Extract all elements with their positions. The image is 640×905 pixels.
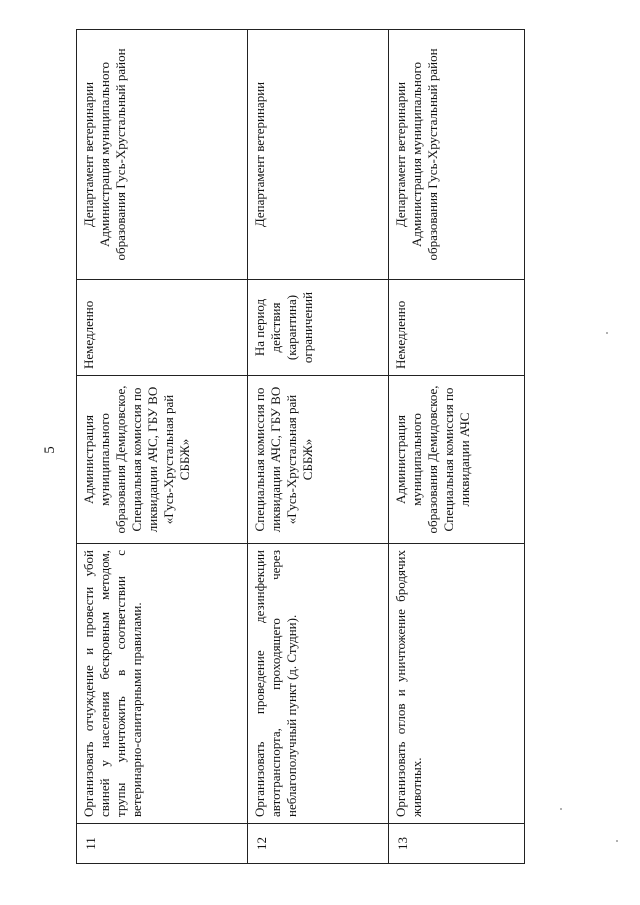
row-number: 13 (389, 824, 525, 864)
executor-cell: Администрация муниципального образования Демидовское, Специальная комиссия по ликвидации АЧС, ГБУ ВО «Гусь-Хрустальная рай СББЖ» (77, 376, 248, 544)
executor-cell: Администрация муниципального образования Демидовское, Специальная комиссия по ликвидации АЧС (389, 376, 525, 544)
row-number: 12 (248, 824, 389, 864)
action-cell: Организовать отлов и уничтожение бродячих животных. (389, 544, 525, 824)
deadline-cell: Немедленно (389, 280, 525, 376)
deadline-cell: На период действия (карантина) ограничений (248, 280, 389, 376)
action-cell: Организовать проведение дезинфекции автотранспорта, проходящего через неблагополучный пункт (д. Студни). (248, 544, 389, 824)
responsible-cell: Департамент ветеринарии Администрация муниципального образования Гусь-Хрустальный район (389, 30, 525, 280)
table-row (248, 30, 389, 864)
page-number: 5 (41, 446, 58, 454)
scan-speck (606, 332, 608, 334)
measures-table (76, 29, 525, 864)
table-row (389, 30, 525, 864)
responsible-cell: Департамент ветеринарии Администрация муниципального образования Гусь-Хрустальный район (77, 30, 248, 280)
measures-table-container (76, 30, 524, 864)
scan-speck (560, 808, 562, 810)
measures-table-rotated (76, 30, 524, 864)
row-number: 11 (77, 824, 248, 864)
responsible-cell: Департамент ветеринарии (248, 30, 389, 280)
action-cell: Организовать отчуждение и провести убой свиней у населения бескровным методом, трупы уничтожить в соответствии с ветеринарно-санитарными правилами. (77, 544, 248, 824)
deadline-cell: Немедленно (77, 280, 248, 376)
scan-speck (616, 840, 618, 842)
executor-cell: Специальная комиссия по ликвидации АЧС, ГБУ ВО «Гусь-Хрустальная рай СББЖ» (248, 376, 389, 544)
table-row (77, 30, 248, 864)
